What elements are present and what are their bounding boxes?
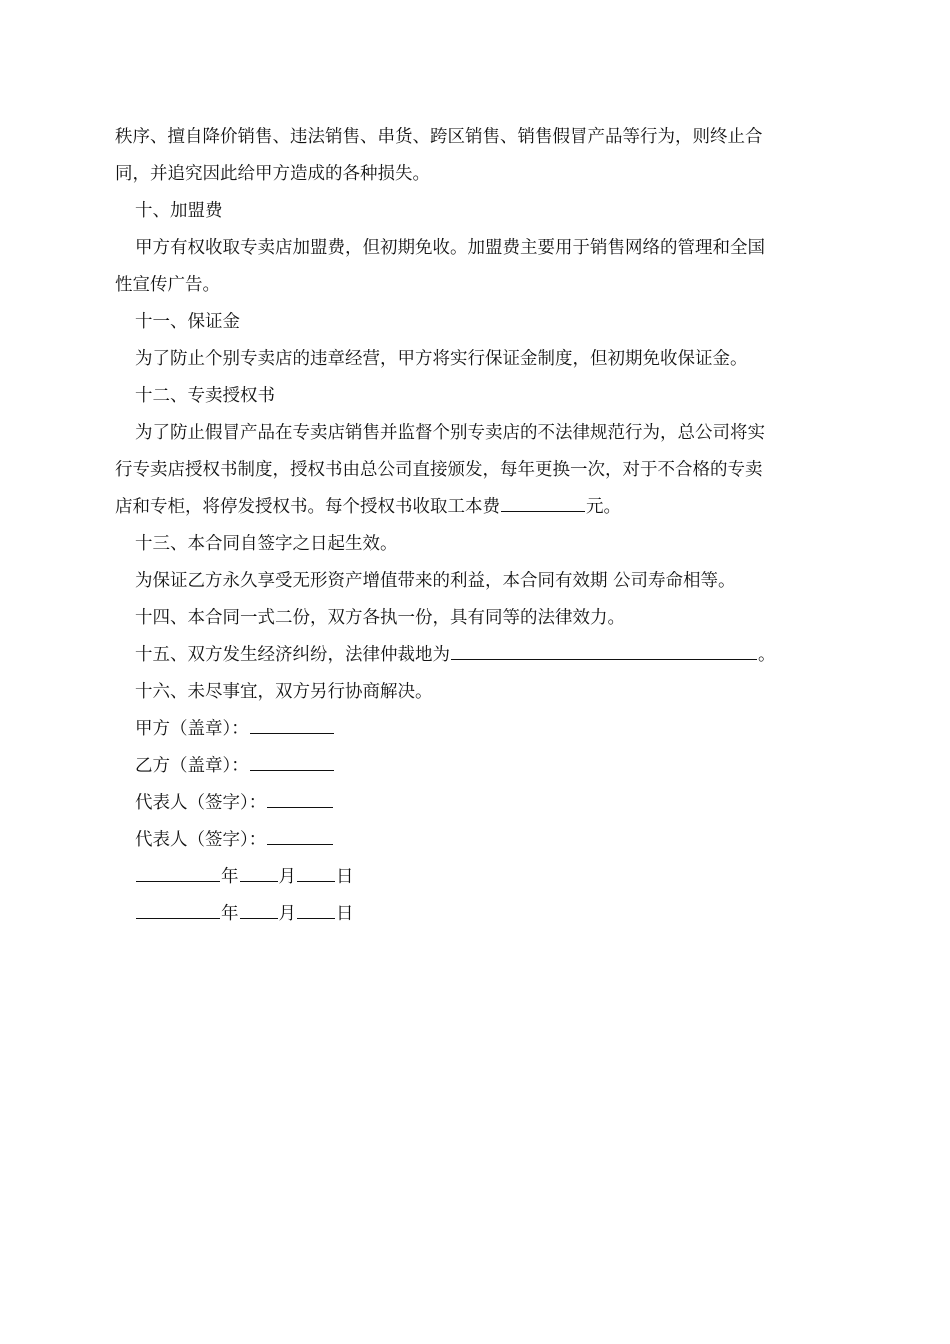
party-b-seal bbox=[115, 748, 837, 785]
paragraph-line: 行专卖店授权书制度，授权书由总公司直接颁发，每年更换一次，对于不合格的专卖 bbox=[115, 460, 763, 480]
clause-copies: 十四、本合同一式二份，双方各执一份，具有同等的法律效力。 bbox=[135, 608, 625, 628]
paragraph-line: 秩序、擅自降价销售、违法销售、串货、跨区销售、销售假冒产品等行为，则终止合 bbox=[115, 127, 763, 147]
party-b-blank bbox=[250, 750, 334, 771]
year-blank bbox=[136, 861, 220, 882]
month-label: 月 bbox=[278, 867, 296, 887]
paragraph-line: 为保证乙方永久享受无形资产增值带来的利益，本合同有效期 公司寿命相等。 bbox=[135, 571, 736, 591]
clause-arbitration bbox=[115, 637, 837, 674]
rep-a-label: 代表人（签字）： bbox=[135, 793, 267, 813]
arbitration-label: 十五、双方发生经济纠纷，法律仲裁地为 bbox=[135, 645, 450, 665]
paragraph-line: 为了防止假冒产品在专卖店销售并监督个别专卖店的不法律规范行为，总公司将实 bbox=[135, 423, 765, 443]
section-title-deposit: 十一、保证金 bbox=[135, 312, 240, 332]
party-a-blank bbox=[250, 713, 334, 734]
month-blank bbox=[240, 861, 278, 882]
clause-unresolved: 十六、未尽事宜，双方另行协商解决。 bbox=[135, 682, 433, 702]
date-line-b bbox=[115, 896, 837, 933]
document-body bbox=[115, 119, 837, 933]
day-blank bbox=[297, 898, 335, 919]
rep-a-blank bbox=[267, 787, 333, 808]
day-label: 日 bbox=[336, 904, 354, 924]
year-blank bbox=[136, 898, 220, 919]
representative-b-signature bbox=[115, 822, 837, 859]
section-title-franchise-fee: 十、加盟费 bbox=[135, 201, 223, 221]
section-title-effective: 十三、本合同自签字之日起生效。 bbox=[135, 534, 398, 554]
month-blank bbox=[240, 898, 278, 919]
arbitration-end: 。 bbox=[758, 645, 776, 665]
paragraph-line bbox=[115, 489, 837, 526]
paragraph-line: 性宣传广告。 bbox=[115, 275, 220, 295]
fee-label: 店和专柜，将停发授权书。每个授权书收取工本费 bbox=[115, 497, 500, 517]
date-line-a bbox=[115, 859, 837, 896]
paragraph-line: 甲方有权收取专卖店加盟费，但初期免收。加盟费主要用于销售网络的管理和全国 bbox=[135, 238, 765, 258]
section-title-authorization: 十二、专卖授权书 bbox=[135, 386, 275, 406]
paragraph-line: 为了防止个别专卖店的违章经营，甲方将实行保证金制度，但初期免收保证金。 bbox=[135, 349, 748, 369]
paragraph-line: 同，并追究因此给甲方造成的各种损失。 bbox=[115, 164, 430, 184]
day-blank bbox=[297, 861, 335, 882]
day-label: 日 bbox=[336, 867, 354, 887]
party-b-label: 乙方（盖章）： bbox=[135, 756, 249, 776]
party-a-seal bbox=[115, 711, 837, 748]
representative-a-signature bbox=[115, 785, 837, 822]
fee-unit: 元。 bbox=[586, 497, 621, 517]
party-a-label: 甲方（盖章）： bbox=[135, 719, 249, 739]
year-label: 年 bbox=[221, 904, 239, 924]
year-label: 年 bbox=[221, 867, 239, 887]
rep-b-label: 代表人（签字）： bbox=[135, 830, 267, 850]
month-label: 月 bbox=[278, 904, 296, 924]
rep-b-blank bbox=[267, 824, 333, 845]
arbitration-blank bbox=[451, 639, 757, 660]
fee-blank bbox=[501, 491, 585, 512]
